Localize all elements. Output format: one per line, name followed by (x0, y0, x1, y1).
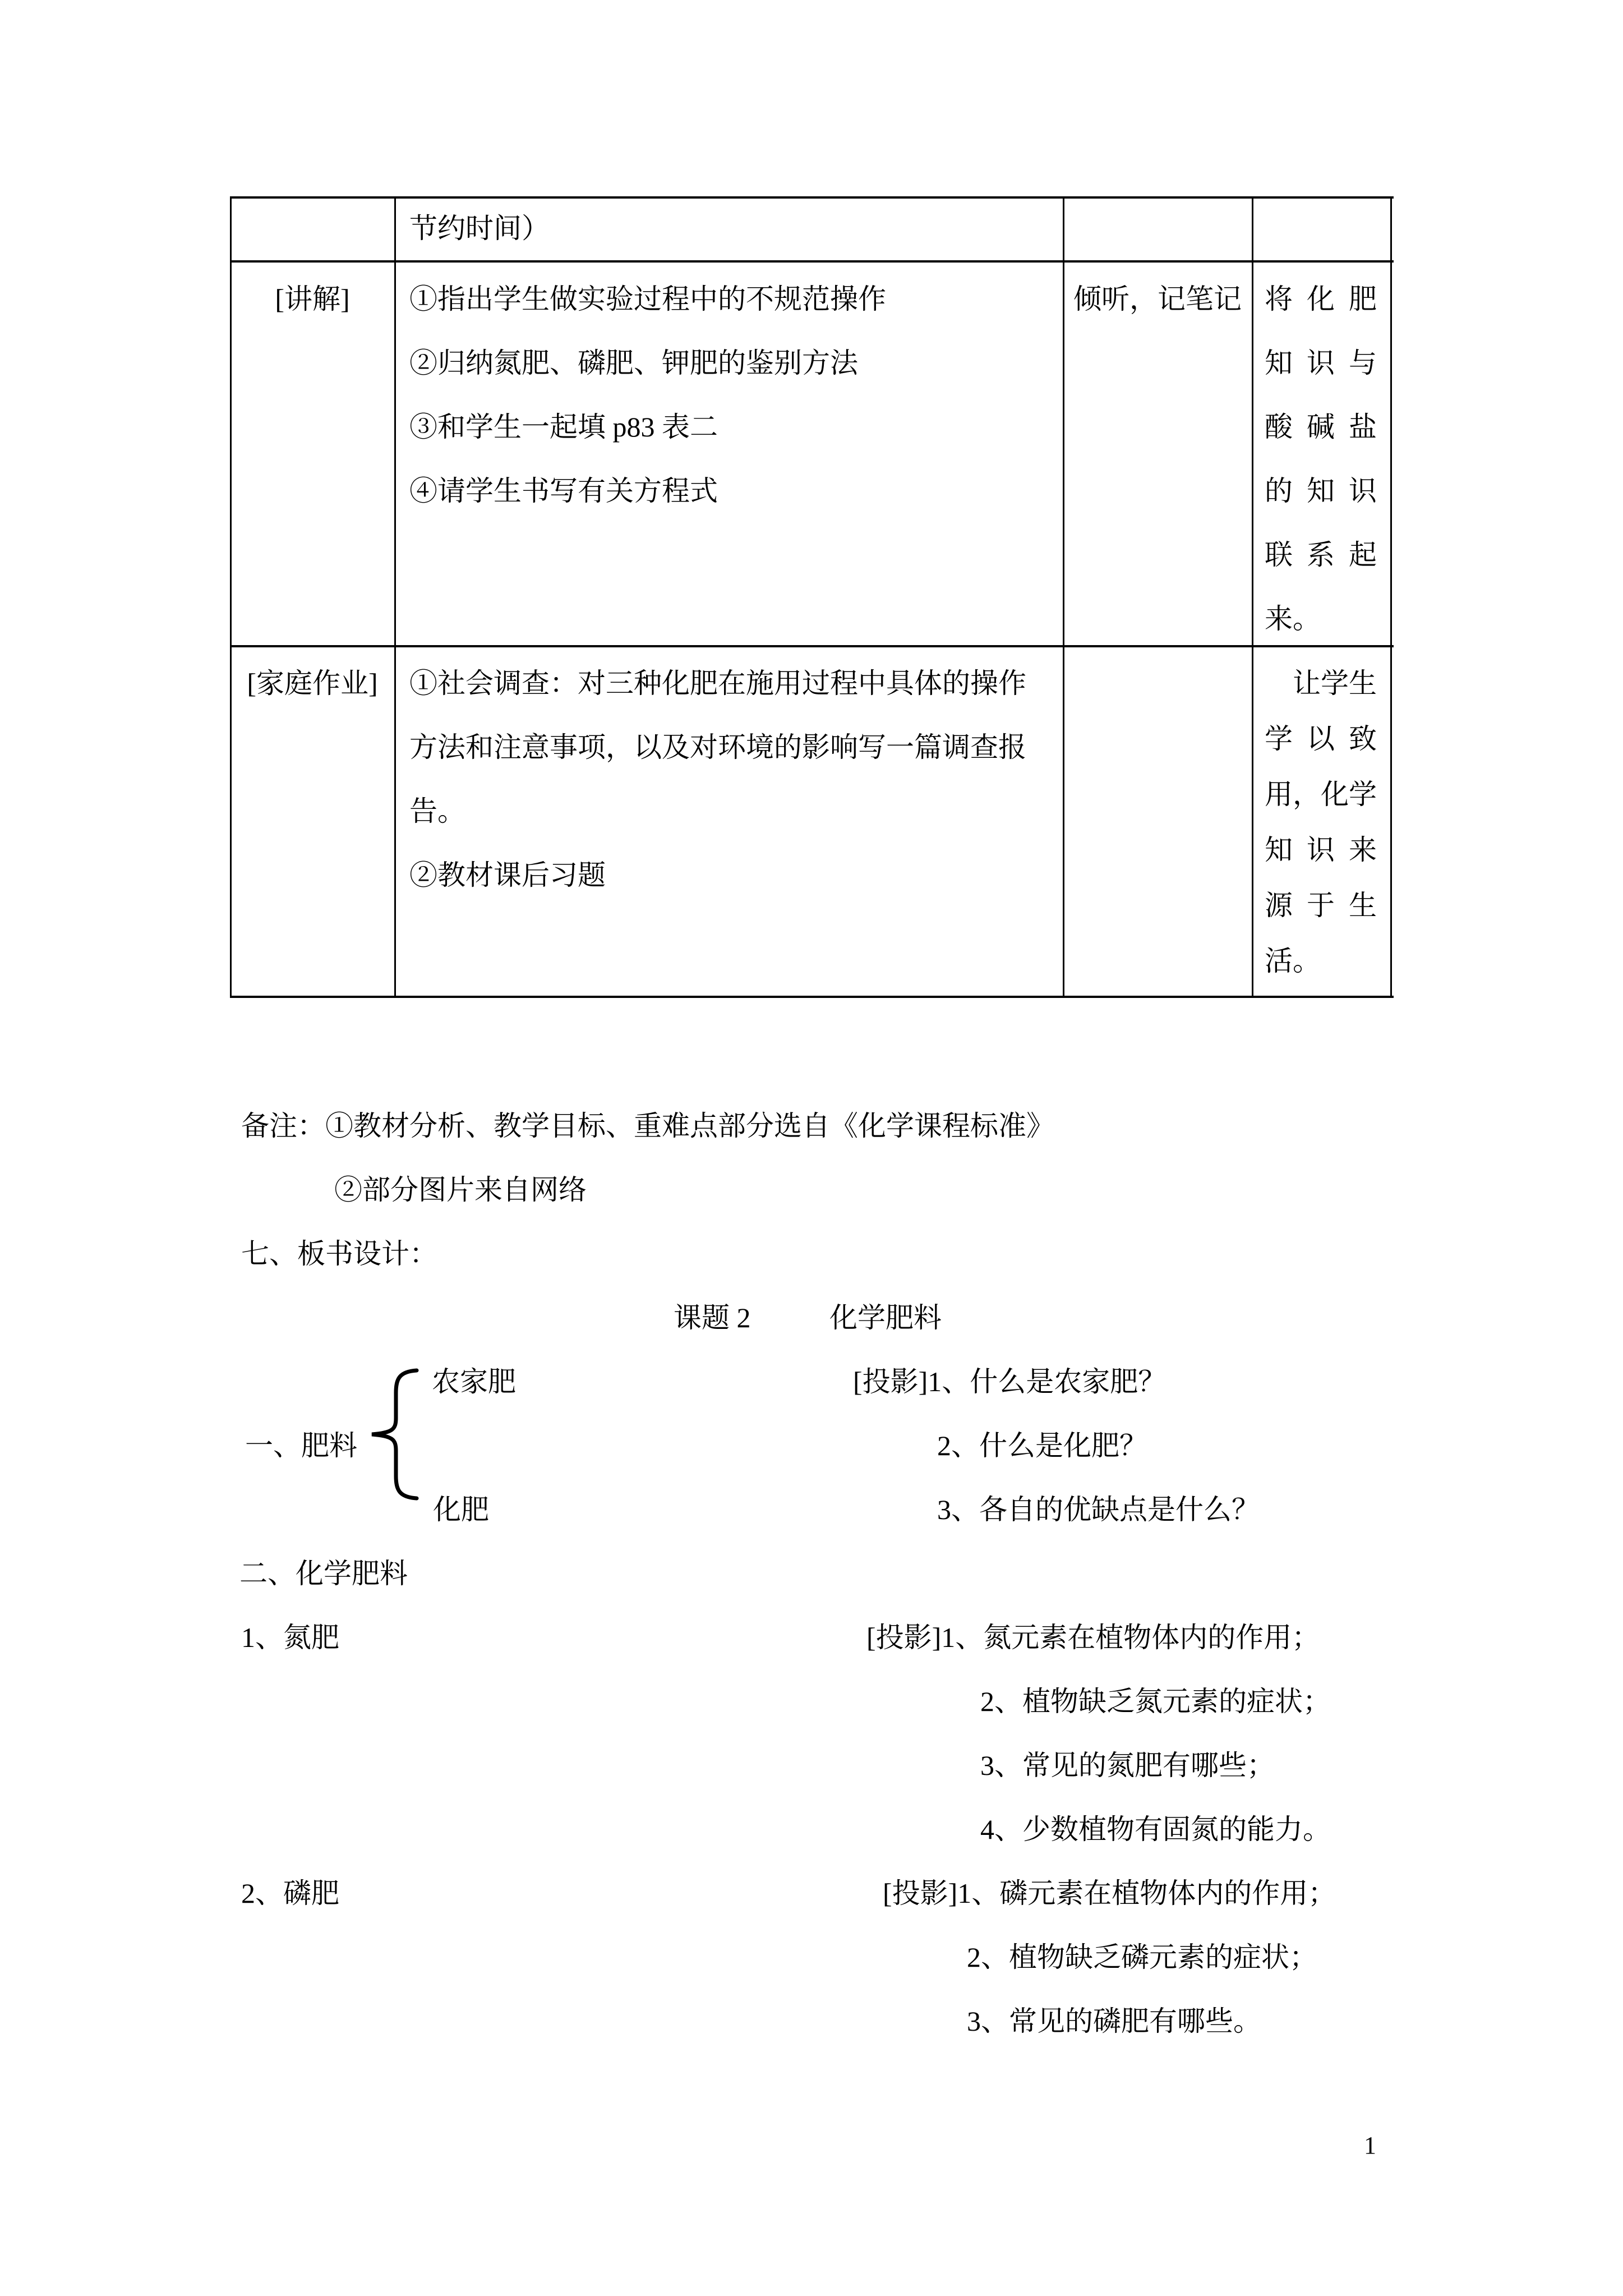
table-cell-design-intent-line: 将化肥 (1265, 283, 1377, 315)
board-projection-nitrogen-2: 2、植物缺乏氮元素的症状； (980, 1686, 1331, 1717)
board-branch-farm-manure: 农家肥 (432, 1366, 516, 1397)
table-cell-step-label-homework: [家庭作业] (247, 668, 378, 699)
board-projection-phosphate-2: 2、植物缺乏磷元素的症状； (967, 1941, 1317, 1973)
table-border-col2 (1063, 196, 1064, 998)
table-border-bottom (230, 996, 1394, 998)
table-border-top (230, 196, 1394, 199)
table-cell-design-intent-line: 知识来 (1265, 834, 1377, 866)
table-cell-teacher-activity-line: ④请学生书写有关方程式 (409, 475, 718, 507)
table-cell-step-label-lecture: [讲解] (275, 283, 350, 315)
table-cell-design-intent-line: 用，化学 (1265, 779, 1377, 810)
board-projection-nitrogen-3: 3、常见的氮肥有哪些； (980, 1750, 1275, 1781)
table-cell-teacher-activity-line: ①社会调查：对三种化肥在施用过程中具体的操作 (409, 668, 1026, 699)
table-border-col3 (1252, 196, 1253, 998)
board-title-topic: 课题 2 (674, 1302, 751, 1333)
board-projection-nitrogen-1: [投影]1、氮元素在植物体内的作用； (866, 1622, 1320, 1653)
table-cell-teacher-activity-line: ①指出学生做实验过程中的不规范操作 (409, 283, 886, 315)
section-heading-board-design: 七、板书设计： (241, 1238, 437, 1269)
table-border-row1 (230, 260, 1394, 263)
board-projection-q1: [投影]1、什么是农家肥？ (853, 1366, 1166, 1397)
table-cell-teacher-activity-line: ②教材课后习题 (409, 859, 606, 891)
table-cell-design-intent-line: 活。 (1265, 945, 1321, 977)
board-projection-q2: 2、什么是化肥？ (937, 1430, 1147, 1461)
board-projection-q3: 3、各自的优缺点是什么？ (937, 1494, 1260, 1525)
board-projection-phosphate-1: [投影]1、磷元素在植物体内的作用； (883, 1878, 1336, 1909)
table-cell-teacher-activity-line: 方法和注意事项，以及对环境的影响写一篇调查报 (409, 731, 1026, 763)
table-cell-carryover: 节约时间） (409, 213, 550, 244)
table-cell-student-activity: 倾听，记笔记 (1073, 283, 1242, 315)
table-border-col1 (394, 196, 396, 998)
left-brace (359, 1362, 426, 1508)
board-projection-phosphate-3: 3、常见的磷肥有哪些。 (967, 2005, 1261, 2037)
table-border-left (230, 196, 232, 998)
table-cell-teacher-activity-line: ③和学生一起填 p83 表二 (409, 411, 718, 443)
note-line-source: 备注：①教材分析、教学目标、重难点部分选自《化学课程标准》 (241, 1110, 1054, 1142)
table-border-row2 (230, 645, 1394, 647)
board-branch-chemical-fertilizer: 化肥 (433, 1494, 489, 1525)
board-label-nitrogen: 1、氮肥 (241, 1622, 339, 1653)
table-cell-teacher-activity-line: ②归纳氮肥、磷肥、钾肥的鉴别方法 (409, 347, 858, 379)
table-cell-design-intent-line: 源于生 (1265, 890, 1377, 921)
table-cell-design-intent-line: 让学生 (1293, 668, 1377, 699)
table-border-right (1390, 196, 1392, 998)
board-label-phosphate: 2、磷肥 (241, 1878, 339, 1909)
table-cell-teacher-activity-line: 告。 (409, 795, 465, 827)
board-section2-heading: 二、化学肥料 (239, 1558, 408, 1589)
board-title-subject: 化学肥料 (829, 1302, 942, 1333)
table-cell-design-intent-line: 学以致 (1265, 723, 1377, 754)
board-projection-nitrogen-4: 4、少数植物有固氮的能力。 (980, 1814, 1331, 1845)
page-number: 1 (1364, 2132, 1376, 2159)
table-cell-design-intent-line: 联系起 (1265, 539, 1377, 570)
table-cell-design-intent-line: 知识与 (1265, 347, 1377, 379)
table-cell-design-intent-line: 的知识 (1265, 475, 1377, 507)
note-line-images: ②部分图片来自网络 (334, 1174, 587, 1205)
board-label-fertilizer: 一、肥料 (245, 1430, 357, 1461)
table-cell-design-intent-line: 来。 (1265, 603, 1321, 634)
table-cell-design-intent-line: 酸碱盐 (1265, 411, 1377, 443)
